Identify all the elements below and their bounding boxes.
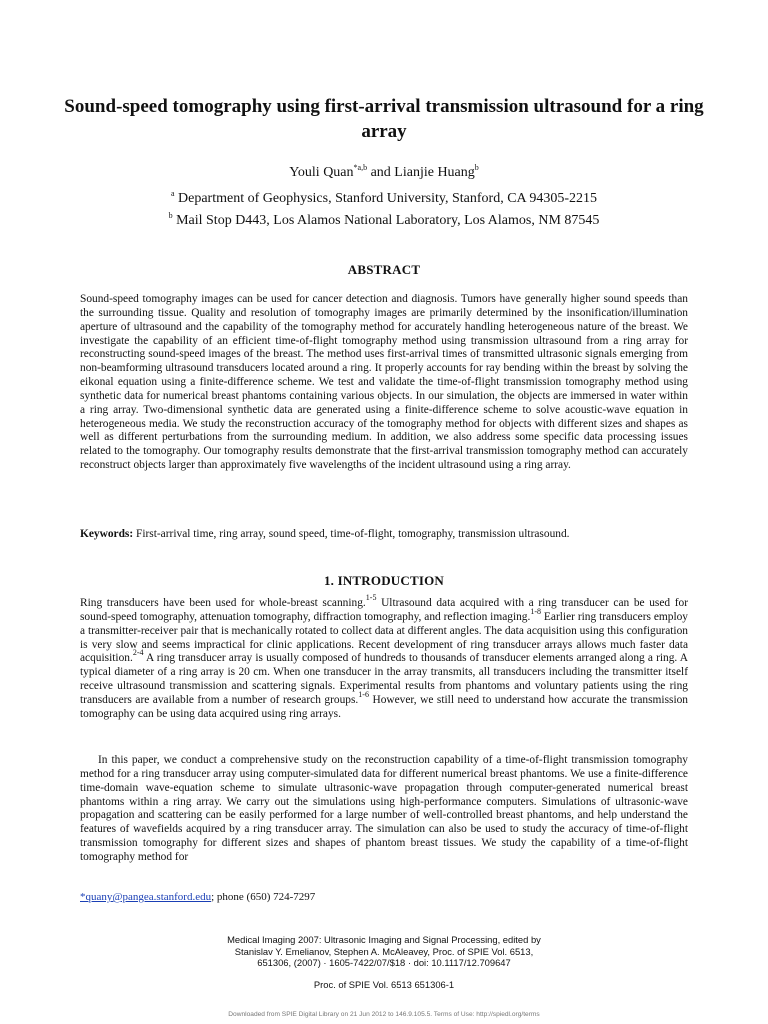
citation-line: Stanislav Y. Emelianov, Stephen A. McAleavey, Proc. of SPIE Vol. 6513, — [234, 945, 534, 957]
abstract-text: Sound-speed tomography images can be used for cancer detection and diagnosis. Tumors have generally higher sound speeds than the surrounding tissue. Quality and resolution of tomography images are primarily determined by the insonification/illumination aperture of ultrasound and the capability of the tomography method for accurately handling heterogeneous nature of the breast. We investigate the capability of an efficient time-of-flight tomography method using transmission ultrasound from a ring array for reconstructing sound-speed images of the breast. The method uses first-arrival times of transmitted ultrasonic signals emerging from non-beamforming ultrasound transducers located around a ring. It properly accounts for ray bending within the breast by solving the eikonal equation using a finite-difference scheme. We test and validate the time-of-flight transmission tomography method using synthetic data for numerical breast phantoms containing various objects. In our simulation, the objects are immersed in water within a ring array. Two-dimensional synthetic data are generated using a finite-difference scheme to solve acoustic-wave equation in heterogeneous media. We study the reconstruction accuracy of the tomography method for objects with different sizes and shapes as well as different perturbations from the surrounding medium. In addition, we also address some specific data processing issues related to the tomography. Our tomography results demonstrate that the first-arrival transmission tomography method can accurately reconstruct objects larger than approximately five wavelengths of the incident ultrasound using a ring array. — [80, 293, 688, 472]
affiliation-mark: a — [170, 189, 175, 198]
download-notice: Downloaded from SPIE Digital Library on 21 Jun 2012 to 146.9.105.5. Terms of Use: http://spiedl.org/terms — [228, 1011, 540, 1018]
paper-title: Sound-speed tomography using first-arrival transmission ultrasound for a ring array — [64, 96, 704, 142]
abstract-heading: ABSTRACT — [347, 262, 421, 277]
author-name: Lianjie Huang — [394, 165, 475, 180]
intro-paragraph-2: In this paper, we conduct a comprehensive study on the reconstruction capability of a time-of-flight transmission tomography method for a ring transducer array using computer-simulated data for different numerical breast phantoms. We use a finite-difference time-domain wave-equation scheme to simulate ultrasonic-wave propagation through computer-generated numerical breast phantoms within a ring array. We carry out the simulations using high-performance computers. Simulations of ultrasonic-wave propagation and scattering can be easily performed for a large number of well-controlled breast phantoms, and help understand the features of wavefields acquired by a ring transducer array. The simulation can also be used to study the accuracy of time-of-flight transmission tomography for different sizes and shapes of phantom breast tissues. We study the capability of a time-of-flight tomography method for — [80, 754, 688, 863]
intro-paragraph-1 — [80, 593, 689, 722]
email-link[interactable]: *quany@pangea.stanford.edu — [80, 891, 212, 903]
publication-citation — [0, 934, 768, 969]
citation-ref: 2-4 — [132, 648, 144, 658]
citation-line: Medical Imaging 2007: Ultrasonic Imaging and Signal Processing, edited by — [227, 934, 541, 945]
author-name: Youli Quan — [289, 165, 354, 180]
keywords — [80, 528, 688, 542]
citation-ref: 1-6 — [358, 689, 369, 699]
intro-text: A ring transducer array is usually composed of hundreds to thousands of transducer elements arranged along a ring. A typical diameter of a ring array is 20 cm. When one transducer in the array transmits, all transducers including the transmitter itself receive ultrasound transmission and scattering signals. Experimental results from phantoms and voluntary patients using the ring transducers are available from a number of research groups. — [80, 652, 688, 706]
author-conjunction: and — [367, 165, 395, 180]
affiliation-text: Department of Geophysics, Stanford University, Stanford, CA 94305-2215 — [178, 191, 598, 206]
page-footer-proc: Proc. of SPIE Vol. 6513 651306-1 — [313, 979, 455, 990]
affiliation — [0, 190, 768, 208]
affiliation-text: Mail Stop D443, Los Alamos National Laboratory, Los Alamos, NM 87545 — [176, 213, 600, 228]
citation-ref: 1-8 — [530, 606, 542, 616]
citation-ref: 1-5 — [365, 593, 377, 602]
section-heading-introduction: 1. INTRODUCTION — [323, 573, 444, 588]
affiliation-mark: b — [168, 211, 173, 220]
author-affil-mark: *a,b — [353, 163, 368, 172]
phone-text: ; phone (650) 724-7297 — [211, 891, 316, 903]
intro-text: Earlier ring transducers employ a transmitter-receiver pair that is mechanically rotated to collect data at different angles. The data acquisition using this configuration is very slow and seems impractical for clinic applications. Recent development of ring transducer arrays allows much faster data acquisition. — [80, 610, 689, 665]
citation-line: 651306, (2007) · 1605-7422/07/$18 · doi: 10.1117/12.709647 — [257, 957, 511, 968]
intro-text: However, we still need to understand how accurate the transmission tomography can be using data acquired using ring arrays. — [80, 693, 688, 720]
author-affil-mark: b — [474, 163, 479, 172]
intro-text: Ultrasound data acquired with a ring transducer can be used for sound-speed tomography, attenuation tomography, diffraction tomography, and reflection imaging. — [80, 597, 689, 623]
keywords-text: First-arrival time, ring array, sound speed, time-of-flight, tomography, transmission ultrasound. — [133, 528, 570, 540]
author-line — [0, 164, 768, 182]
corresponding-author-footnote — [80, 890, 315, 904]
affiliation — [0, 212, 768, 230]
keywords-label: Keywords: — [80, 528, 134, 540]
intro-text: Ring transducers have been used for whole-breast scanning. — [80, 597, 366, 609]
